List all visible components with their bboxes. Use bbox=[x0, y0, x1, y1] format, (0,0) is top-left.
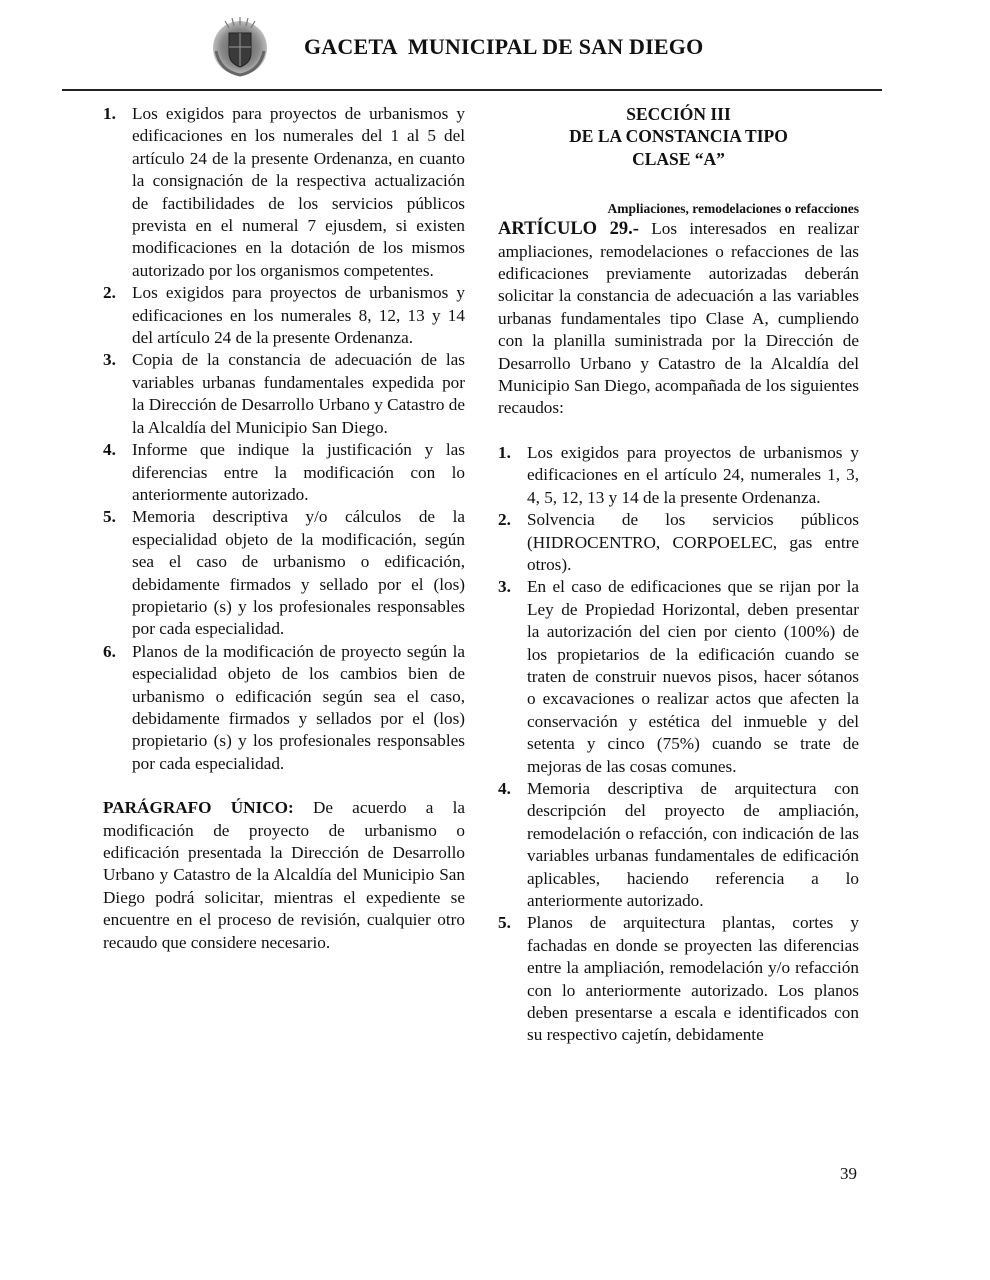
item-text: Informe que indique la justificación y las diferencias entre la modificación con lo anteriormente autorizado. bbox=[132, 440, 465, 504]
item-number: 4. bbox=[498, 778, 511, 798]
paragrafo-label: PARÁGRAFO ÚNICO: bbox=[103, 798, 294, 818]
list-item bbox=[498, 509, 859, 576]
item-text: Planos de arquitectura plantas, cortes y fachadas en donde se proyecten las diferencias entre la ampliación, remodelación y/o refacción con lo anteriormente autorizado. Los planos deben presentarse a escala e identificados con su respectivo cajetín, debidamente bbox=[527, 913, 859, 1045]
item-text: Solvencia de los servicios públicos (HIDROCENTRO, CORPOELEC, gas entre otros). bbox=[527, 510, 859, 574]
list-item bbox=[103, 349, 465, 439]
list-item bbox=[103, 103, 465, 282]
item-number: 2. bbox=[498, 510, 511, 530]
item-text: En el caso de edificaciones que se rijan por la Ley de Propiedad Horizontal, deben presentar la autorización del cien por ciento (100%) de los propietarios de la edificación cuando se traten de construir nuevos pisos, hacer sótanos o excavaciones o realizar actos que afecten la conservación y estética del inmueble y del setenta y cinco (75%) cuando se trate de mejoras de las cosas comunes. bbox=[527, 577, 859, 776]
item-text: Los exigidos para proyectos de urbanismos y edificaciones en los numerales 8, 12, 13 y 14 del artículo 24 de la presente Ordenanza. bbox=[132, 283, 465, 348]
header-divider bbox=[62, 89, 882, 91]
item-number: 2. bbox=[103, 283, 116, 303]
section-subtitle: DE LA CONSTANCIA TIPO bbox=[569, 126, 788, 147]
item-number: 4. bbox=[103, 440, 116, 460]
item-number: 5. bbox=[498, 913, 511, 933]
item-number: 6. bbox=[103, 641, 116, 661]
section-heading bbox=[498, 103, 859, 170]
item-number: 1. bbox=[498, 442, 511, 462]
article-29 bbox=[498, 218, 859, 420]
list-item bbox=[103, 282, 465, 349]
list-item bbox=[498, 442, 859, 509]
page-header bbox=[0, 0, 990, 92]
right-column bbox=[498, 103, 859, 1047]
item-text: Los exigidos para proyectos de urbanismos y edificaciones en los numerales del 1 al 5 del artículo 24 de la presente Ordenanza, en cuanto la consignación de la respectiva actualización de factibilidades de los servicios públicos prevista en el numeral 7 ejusdem, si existen modificaciones en la dotación de los mismos autorizado por los organismos competentes. bbox=[132, 104, 465, 280]
item-text: Copia de la constancia de adecuación de las variables urbanas fundamentales expedida por la Dirección de Desarrollo Urbano y Catastro de la Alcaldía del Municipio San Diego. bbox=[132, 350, 465, 437]
list-item bbox=[498, 912, 859, 1046]
list-item bbox=[103, 641, 465, 775]
list-item bbox=[498, 778, 859, 912]
item-number: 3. bbox=[498, 577, 511, 597]
coat-of-arms-icon bbox=[210, 15, 270, 79]
paragrafo-text: De acuerdo a la modificación de proyecto de urbanismo o edificación presentada la Dirección de Desarrollo Urbano y Catastro de la Alcaldía del Municipio San Diego podrá solicitar, mientras el expediente se encuentre en el proceso de revisión, cualquier otro recaudo que considere necesario. bbox=[103, 798, 466, 952]
gazette-title: GACETA MUNICIPAL DE SAN DIEGO bbox=[304, 34, 704, 59]
spacer bbox=[498, 420, 859, 442]
list-item bbox=[498, 576, 859, 778]
requirements-list-left bbox=[103, 103, 465, 775]
article-subheading: Ampliaciones, remodelaciones o refacciones bbox=[607, 201, 859, 217]
item-text: Memoria descriptiva de arquitectura con descripción del proyecto de ampliación, remodelación o refacción, con indicación de las variables urbanas fundamentales de edificación aplicables, haciendo referencia a lo anteriormente autorizado. bbox=[527, 778, 859, 910]
page-number: 39 bbox=[840, 1164, 857, 1183]
item-number: 1. bbox=[103, 104, 116, 123]
left-column bbox=[103, 103, 465, 954]
list-item bbox=[103, 439, 465, 506]
article-text: Los interesados en realizar ampliaciones, remodelaciones o refacciones de las edificaciones previamente autorizadas deberán solicitar la constancia de adecuación a las variables urbanas fundamentales tipo Clase A, cumpliendo con la planilla suministrada por la Dirección de Desarrollo Urbano y Catastro de la Alcaldía del Municipio San Diego, acompañada de los siguientes recaudos: bbox=[498, 219, 859, 418]
item-text: Planos de la modificación de proyecto según la especialidad objeto de los cambios bien de urbanismo o edificación según sea el caso, debidamente firmados y sellados por el (los) propietario (s) y los profesionales responsables por cada especialidad. bbox=[132, 641, 465, 773]
item-text: Memoria descriptiva y/o cálculos de la especialidad objeto de la modificación, según sea el caso de urbanismo o edificación, debidamente firmados y sellado por el (los) propietario (s) y los profesionales responsables por cada especialidad. bbox=[132, 507, 465, 639]
item-text: Los exigidos para proyectos de urbanismos y edificaciones en el artículo 24, numerales 1, 3, 4, 5, 12, 13 y 14 de la presente Ordenanza. bbox=[527, 442, 859, 507]
article-label: ARTÍCULO 29.- bbox=[498, 219, 639, 240]
section-title: SECCIÓN III bbox=[626, 104, 731, 124]
item-number: 3. bbox=[103, 350, 116, 370]
paragrafo-unico bbox=[103, 797, 465, 954]
item-number: 5. bbox=[103, 507, 116, 527]
list-item bbox=[103, 506, 465, 640]
requirements-list-right bbox=[498, 442, 859, 1047]
section-class: CLASE “A” bbox=[632, 148, 725, 169]
